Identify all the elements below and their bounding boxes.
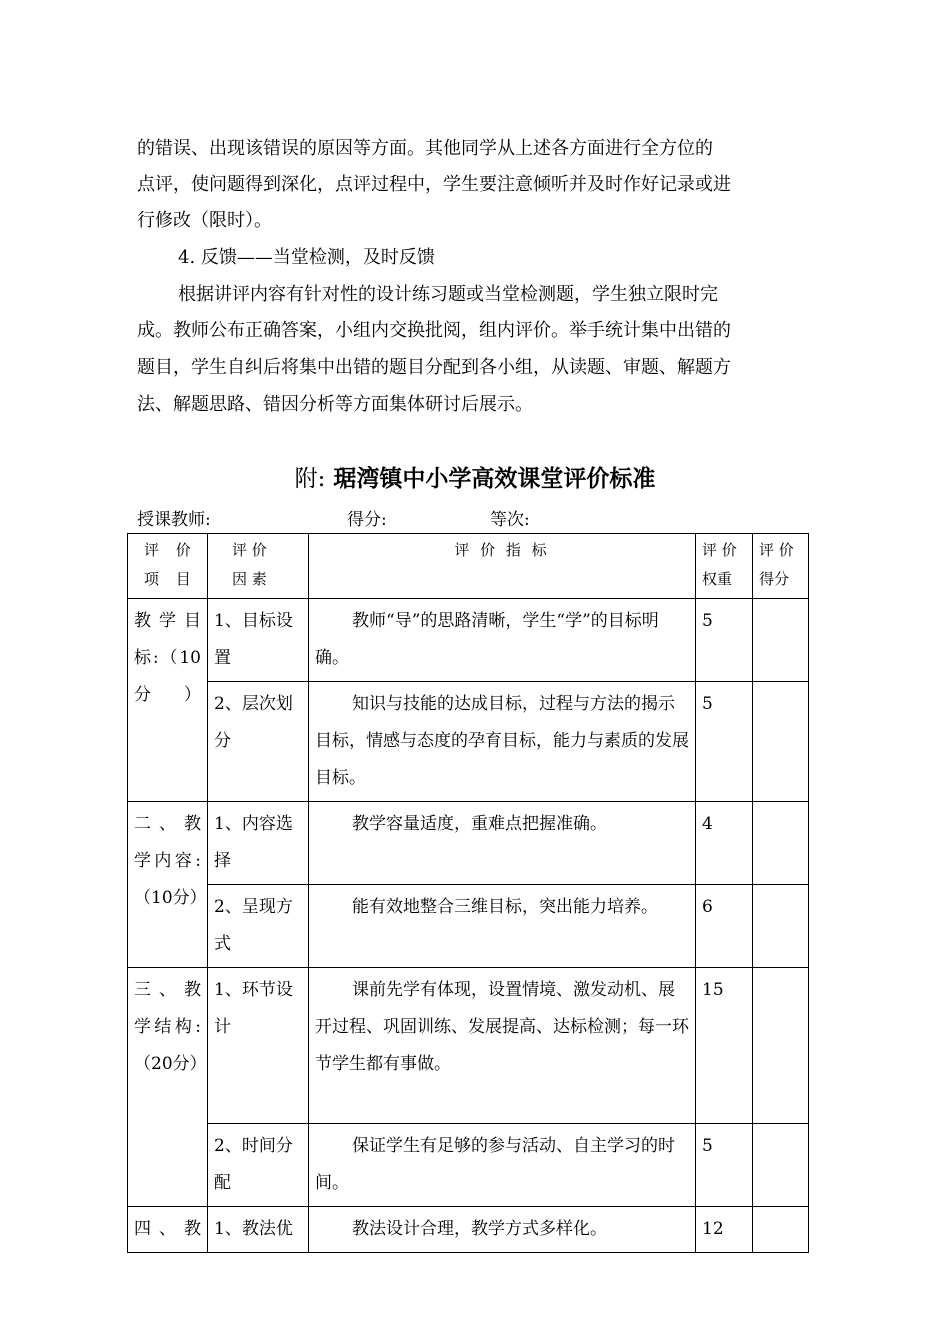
score-cell bbox=[753, 1207, 809, 1253]
indicator-cell: 课前先学有体现，设置情境、激发动机、展开过程、巩固训练、发展提高、达标检测；每一环节学生都有事做。 bbox=[309, 968, 696, 1124]
table-header-row bbox=[128, 534, 809, 599]
section-heading-4: 4. 反馈——当堂检测，及时反馈 bbox=[178, 247, 435, 268]
factor-cell: 1、目标设置 bbox=[208, 599, 309, 682]
para2-line-4: 法、解题思路、错因分析等方面集体研讨后展示。 bbox=[137, 394, 533, 415]
appendix-prefix: 附: bbox=[294, 466, 326, 492]
category-cell bbox=[128, 1207, 208, 1253]
teacher-label: 授课教师: bbox=[137, 510, 211, 530]
weight-cell: 5 bbox=[696, 682, 753, 802]
weight-cell: 12 bbox=[696, 1207, 753, 1253]
header-indicator: 评 价 指 标 bbox=[309, 534, 696, 599]
category-label: 教学目标:（10分） bbox=[134, 611, 201, 705]
table-row bbox=[128, 885, 809, 968]
para1-line-1: 的错误、出现该错误的原因等方面。其他同学从上述各方面进行全方位的 bbox=[137, 138, 713, 159]
para1-line-3: 行修改（限时）。 bbox=[137, 210, 272, 231]
table-row bbox=[128, 1207, 809, 1253]
category-label: 三、教学结构:（20分） bbox=[134, 980, 207, 1074]
factor-cell: 1、内容选择 bbox=[208, 802, 309, 885]
header-factor-line2: 因 素 bbox=[232, 570, 267, 588]
para2-line-1: 根据讲评内容有针对性的设计练习题或当堂检测题，学生独立限时完 bbox=[178, 284, 718, 305]
appendix-title bbox=[0, 460, 950, 493]
para2-line-3: 题目，学生自纠后将集中出错的题目分配到各小组，从读题、审题、解题方 bbox=[137, 357, 731, 378]
header-weight-line1: 评 价 bbox=[702, 541, 737, 559]
factor-cell: 2、呈现方式 bbox=[208, 885, 309, 968]
header-item-line2: 项 目 bbox=[144, 570, 197, 588]
evaluation-table bbox=[127, 533, 809, 1253]
table-row bbox=[128, 802, 809, 885]
score-cell bbox=[753, 682, 809, 802]
factor-cell: 1、环节设计 bbox=[208, 968, 309, 1124]
category-cell bbox=[128, 802, 208, 968]
indicator-cell: 能有效地整合三维目标，突出能力培养。 bbox=[309, 885, 696, 968]
header-item bbox=[128, 534, 208, 599]
header-factor-line1: 评 价 bbox=[232, 541, 267, 559]
header-score-line1: 评 价 bbox=[759, 541, 794, 559]
score-cell bbox=[753, 885, 809, 968]
indicator-cell: 教法设计合理，教学方式多样化。 bbox=[309, 1207, 696, 1253]
indicator-cell: 保证学生有足够的参与活动、自主学习的时间。 bbox=[309, 1124, 696, 1207]
category-cell bbox=[128, 968, 208, 1207]
header-weight bbox=[696, 534, 753, 599]
weight-cell: 15 bbox=[696, 968, 753, 1124]
category-label: 二、教学内容:（10分） bbox=[134, 814, 207, 908]
score-cell bbox=[753, 968, 809, 1124]
appendix-title-text: 琚湾镇中小学高效课堂评价标准 bbox=[333, 465, 656, 492]
category-cell bbox=[128, 599, 208, 802]
header-score-line2: 得分 bbox=[759, 570, 790, 588]
table-row bbox=[128, 599, 809, 682]
weight-cell: 5 bbox=[696, 599, 753, 682]
table-row bbox=[128, 682, 809, 802]
category-label: 四、教 bbox=[134, 1219, 201, 1239]
para2-line-2: 成。教师公布正确答案，小组内交换批阅，组内评价。举手统计集中出错的 bbox=[137, 320, 731, 341]
indicator-cell: 教师“导”的思路清晰，学生“学”的目标明确。 bbox=[309, 599, 696, 682]
weight-cell: 5 bbox=[696, 1124, 753, 1207]
indicator-cell: 教学容量适度，重难点把握准确。 bbox=[309, 802, 696, 885]
indicator-cell: 知识与技能的达成目标，过程与方法的揭示目标，情感与态度的孕育目标，能力与素质的发展目标。 bbox=[309, 682, 696, 802]
score-label: 得分: bbox=[347, 510, 387, 530]
header-weight-line2: 权重 bbox=[702, 570, 733, 588]
score-cell bbox=[753, 1124, 809, 1207]
grade-label: 等次: bbox=[490, 510, 530, 530]
weight-cell: 6 bbox=[696, 885, 753, 968]
header-item-line1: 评 价 bbox=[144, 541, 197, 559]
score-cell bbox=[753, 599, 809, 682]
weight-cell: 4 bbox=[696, 802, 753, 885]
factor-cell: 1、教法优 bbox=[208, 1207, 309, 1253]
header-factor bbox=[208, 534, 309, 599]
header-score bbox=[753, 534, 809, 599]
factor-cell: 2、层次划分 bbox=[208, 682, 309, 802]
table-row bbox=[128, 1124, 809, 1207]
factor-cell: 2、时间分配 bbox=[208, 1124, 309, 1207]
table-row bbox=[128, 968, 809, 1124]
para1-line-2: 点评，使问题得到深化，点评过程中，学生要注意倾听并及时作好记录或进 bbox=[137, 174, 731, 195]
score-cell bbox=[753, 802, 809, 885]
